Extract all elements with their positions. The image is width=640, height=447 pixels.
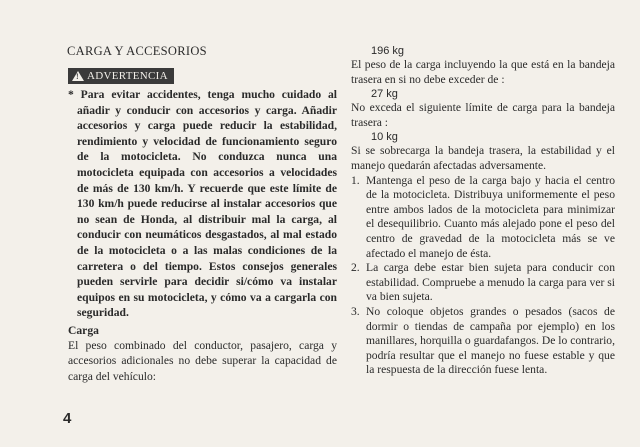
rear-tray-limit-text: No exceda el siguiente límite de carga para la bandeja trasera : — [351, 101, 615, 129]
cargo-limit-value: 27 kg — [371, 88, 398, 101]
warning-text: * Para evitar accidentes, tenga mucho cuidado al añadir y conducir con accesorios y carga. Añadir accesorios y carga puede reducir la estabilidad, rendimiento y velocidad de funcionamiento seguro de la motocicleta. No conduzca nunca una motocicleta equipada con accesorios a velocidades de más de 130 km/h. Y recuerde que este límite de 130 km/h puede reducirse al instalar accesorios que no sean de Honda, al distribuir mal la carga, al conducir con neumáticos desgastados, al mal estado de la motocicleta o a las malas condiciones de la carretera o del tiempo. Estos consejos generales pueden servirle para decidir si/cómo va instalar equipos en su motocicleta, y cómo va a cargarla con seguridad. — [68, 88, 337, 320]
page-number: 4 — [63, 410, 72, 427]
list-item-text: Mantenga el peso de la carga bajo y hacia el centro de la motocicleta. Distribuya uniformemente el peso entre ambos lados de la motocicleta para minimizar el desequilibrio. Cuanto más alejado pone el peso del centro de gravedad de la motocicleta más se ve afectado el manejo de ésta. — [366, 173, 615, 260]
cargo-limit-text: El peso de la carga incluyendo la que está en la bandeja trasera en si no debe exceder de : — [351, 58, 615, 86]
section-title: CARGA Y ACCESORIOS — [67, 44, 207, 58]
list-item-number: 1. — [351, 173, 360, 187]
left-column — [62, 44, 337, 384]
load-capacity-text: El peso combinado del conductor, pasajero, carga y accesorios adicionales no debe superar la capacidad de carga del vehículo: — [68, 338, 337, 383]
list-item-number: 3. — [351, 304, 360, 318]
overload-warning-text: Si se sobrecarga la bandeja trasera, la estabilidad y el manejo quedarán afectadas adversamente. — [351, 144, 615, 172]
list-item-text: No coloque objetos grandes o pesados (sacos de dormir o tiendas de campaña por ejemplo) en los manillares, horquilla o guardafangos. De lo contrario, podría resultar que el manejo no fuese estable y que la respuesta de la dirección fuese lenta. — [366, 304, 615, 377]
warning-triangle-icon — [72, 71, 84, 81]
list-item-text: La carga debe estar bien sujeta para conducir con estabilidad. Compruebe a menudo la carga para ver si va bien sujeta. — [366, 261, 615, 304]
subheading-carga: Carga — [68, 323, 99, 337]
warning-label: ADVERTENCIA — [87, 70, 168, 82]
list-item — [351, 261, 615, 305]
rear-tray-limit-value: 10 kg — [371, 131, 398, 144]
warning-badge — [68, 68, 174, 84]
list-item — [351, 174, 615, 262]
right-column — [351, 44, 615, 378]
list-item-number: 2. — [351, 261, 360, 275]
list-item — [351, 305, 615, 378]
max-load-value: 196 kg — [371, 45, 405, 57]
load-guidelines-list — [351, 174, 615, 378]
